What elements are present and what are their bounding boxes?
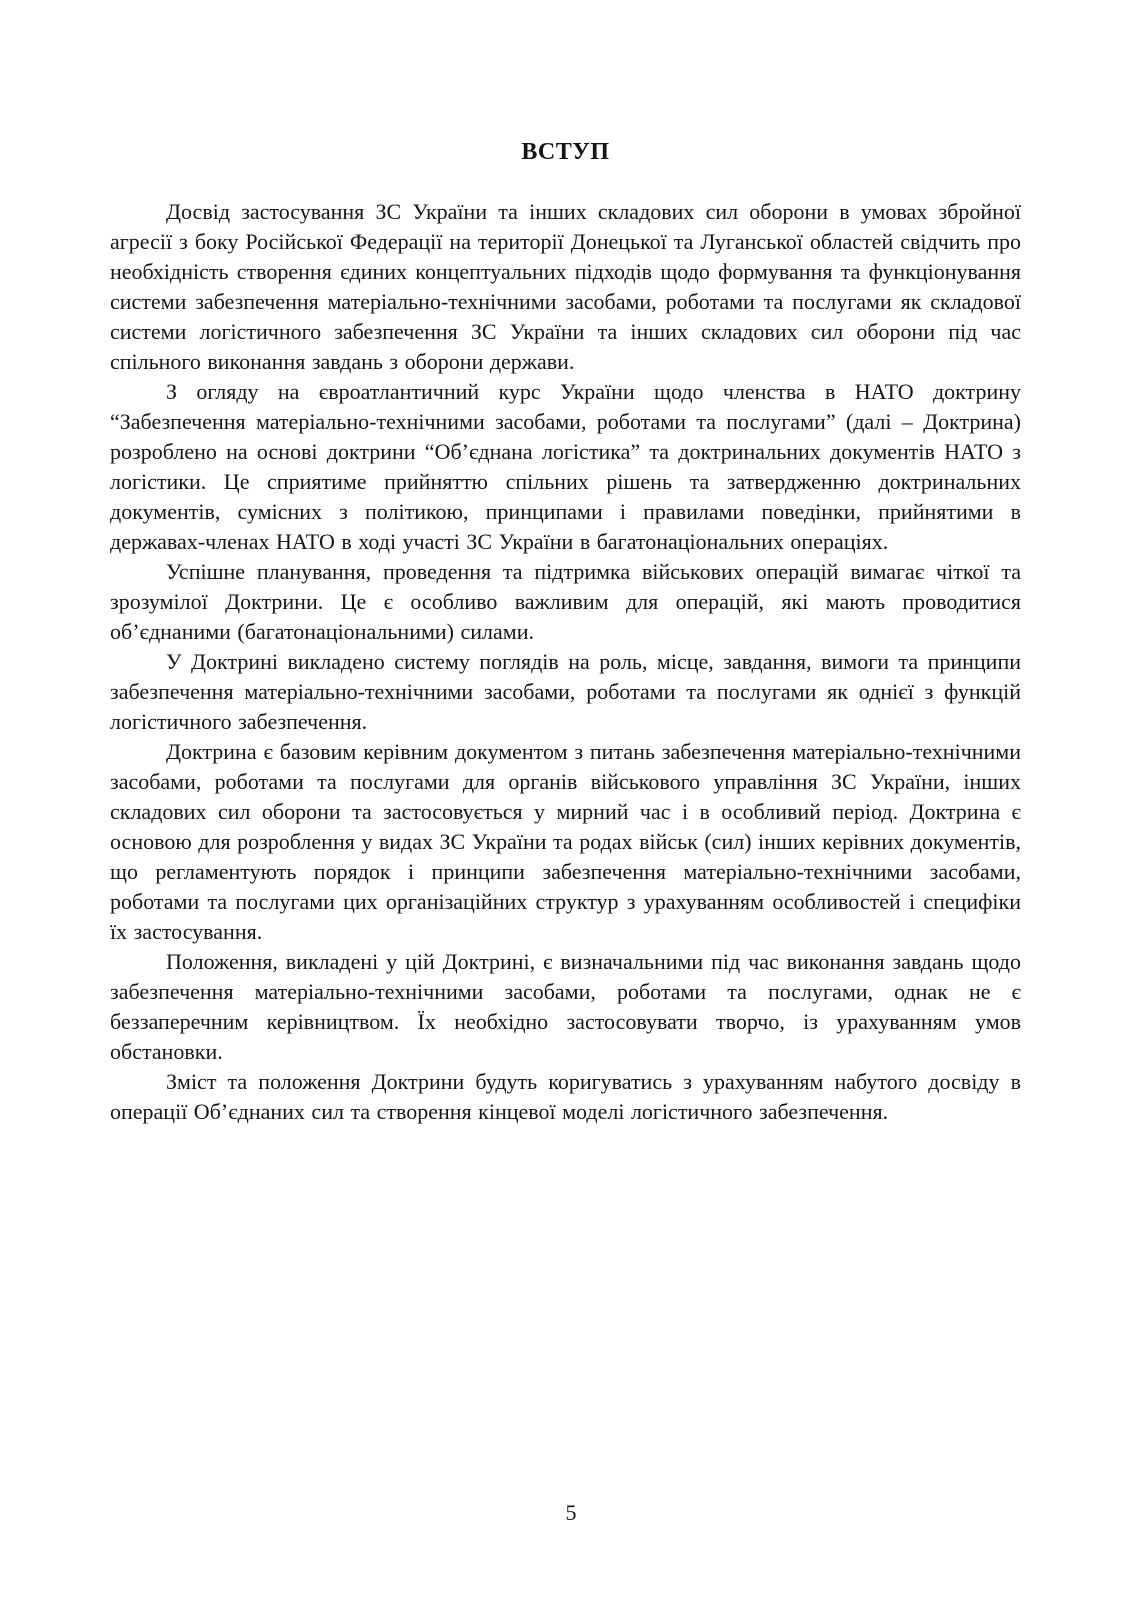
paragraph: Успішне планування, проведення та підтримка військових операцій вимагає чіткої та зрозумілої Доктрини. Це є особливо важливим для операцій, які мають проводитися об’єднаними (багатонаціональними) силами.	[110, 559, 1021, 644]
paragraph: З огляду на євроатлантичний курс України щодо членства в НАТО доктрину “Забезпечення матеріально-технічними засобами, роботами та послугами” (далі – Доктрина) розроблено на основі доктрини “Об’єднана логістика” та доктринальних документів НАТО з логістики. Це сприятиме прийняттю спільних рішень та затвердженню доктринальних документів, сумісних з політикою, принципами і правилами поведінки, прийнятими в державах-членах НАТО в ході участі ЗС України в багатонаціональних операціях.	[110, 379, 1021, 554]
page-number: 5	[565, 1500, 577, 1525]
paragraph: Досвід застосування ЗС України та інших складових сил оборони в умовах збройної агресії з боку Російської Федерації на території Донецької та Луганської областей свідчить про необхідність створення єдиних концептуальних підходів щодо формування та функціонування системи забезпечення матеріально-технічними засобами, роботами та послугами як складової системи логістичного забезпечення ЗС України та інших складових сил оборони під час спільного виконання завдань з оборони держави.	[110, 199, 1021, 374]
document-body	[110, 197, 1021, 1127]
paragraph: Положення, викладені у цій Доктрині, є визначальними під час виконання завдань щодо забезпечення матеріально-технічними засобами, роботами та послугами, однак не є беззаперечним керівництвом. Їх необхідно застосовувати творчо, із урахуванням умов обстановки.	[110, 949, 1021, 1064]
document-title: ВСТУП	[521, 139, 610, 165]
paragraph: Зміст та положення Доктрини будуть коригуватись з урахуванням набутого досвіду в операції Об’єднаних сил та створення кінцевої моделі логістичного забезпечення.	[110, 1069, 1021, 1124]
paragraph: Доктрина є базовим керівним документом з питань забезпечення матеріально-технічними засобами, роботами та послугами для органів військового управління ЗС України, інших складових сил оборони та застосовується у мирний час і в особливий період. Доктрина є основою для розроблення у видах ЗС України та родах військ (сил) інших керівних документів, що регламентують порядок і принципи забезпечення матеріально-технічними засобами, роботами та послугами цих організаційних структур з урахуванням особливостей і специфіки їх застосування.	[110, 739, 1021, 944]
paragraph: У Доктрині викладено систему поглядів на роль, місце, завдання, вимоги та принципи забезпечення матеріально-технічними засобами, роботами та послугами як однієї з функцій логістичного забезпечення.	[110, 649, 1021, 734]
